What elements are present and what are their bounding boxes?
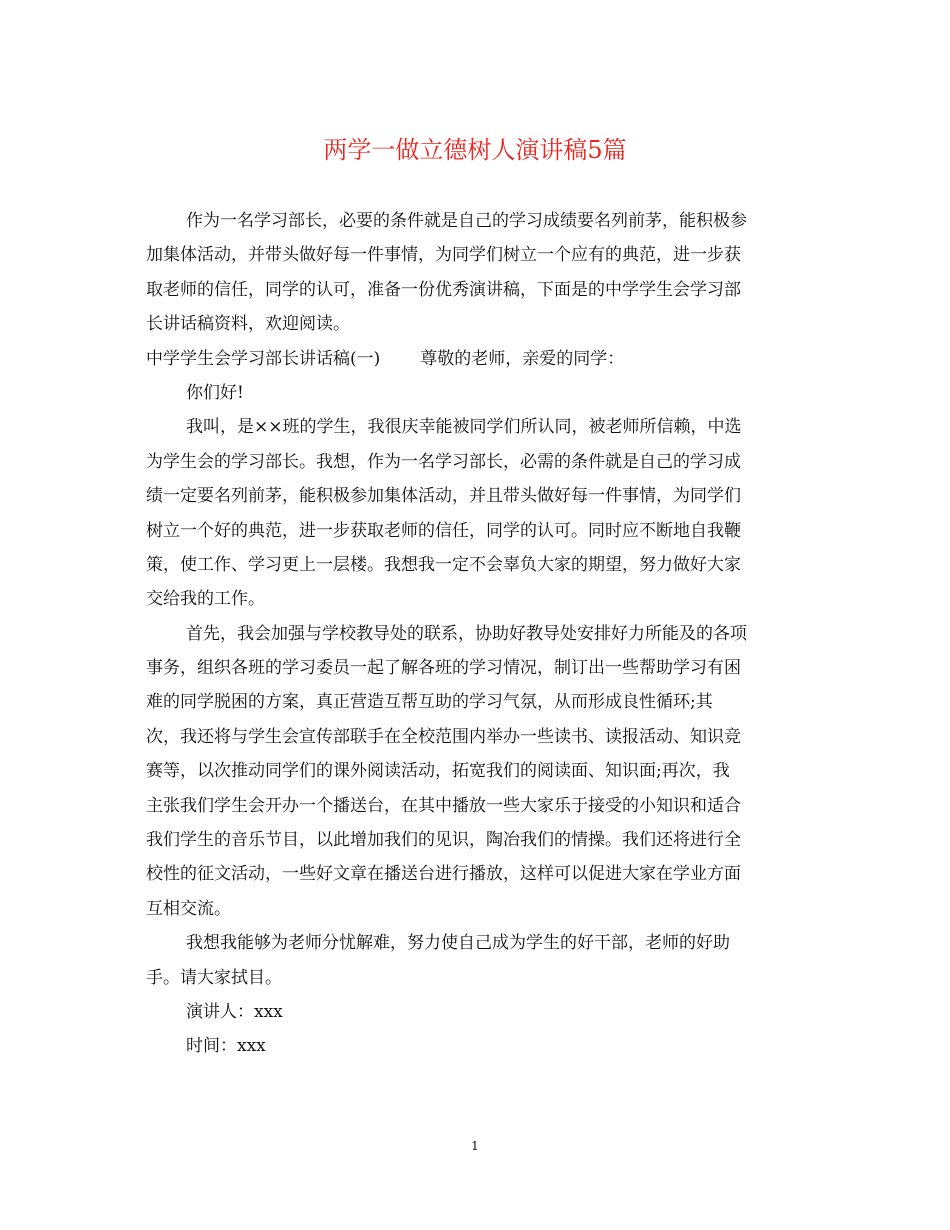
heading-line [146,342,806,376]
paragraph-line: 策，使工作、学习更上一层楼。我想我一定不会辜负大家的期望，努力做好大家 [146,554,741,575]
intro-line: 作为一名学习部长，必要的条件就是自己的学习成绩要名列前茅，能积极参 [186,211,747,231]
page-number: 1 [471,1139,479,1153]
paragraph-line: 我叫，是××班的学生，我很庆幸能被同学们所认同，被老师所信赖，中选 [186,417,742,438]
salutation: 尊敬的老师，亲爱的同学： [420,348,625,369]
document-body [146,204,806,1064]
paragraph-line: 树立一个好的典范，进一步获取老师的信任，同学的认可。同时应不断地自我鞭 [146,520,741,541]
paragraph-line: 互相交流。 [146,898,231,919]
paragraph-line: 为学生会的学习部长。我想，作为一名学习部长，必需的条件就是自己的学习成 [146,451,741,472]
paragraph-line: 次，我还将与学生会宣传部联手在全校范围内举办一些读书、读报活动、知识竞 [146,726,741,747]
paragraph-line: 首先，我会加强与学校教导处的联系，协助好教导处安排好力所能及的各项 [186,623,747,644]
paragraph-line: 我们学生的音乐节目，以此增加我们的见识，陶冶我们的情操。我们还将进行全 [146,830,741,851]
paragraph-line: 赛等，以次推动同学们的课外阅读活动，拓宽我们的阅读面、知识面;再次，我 [146,761,730,782]
paragraph-line: 校性的征文活动，一些好文章在播送台进行播放，这样可以促进大家在学业方面 [146,864,741,885]
greeting: 你们好! [186,382,244,403]
intro-line: 长讲话稿资料，欢迎阅读。 [146,314,350,335]
document-title: 两学一做立德树人演讲稿5篇 [323,136,627,164]
time-line: 时间：xxx [186,1036,266,1057]
paragraph-line: 绩一定要名列前茅，能积极参加集体活动，并且带头做好每一件事情，为同学们 [146,486,741,507]
intro-line: 加集体活动，并带头做好每一件事情，为同学们树立一个应有的典范，进一步获 [146,245,741,266]
paragraph-line: 手。请大家拭目。 [146,967,282,988]
intro-line: 取老师的信任，同学的认可，准备一份优秀演讲稿，下面是的中学学生会学习部 [146,279,741,300]
paragraph-line: 主张我们学生会开办一个播送台，在其中播放一些大家乐于接受的小知识和适合 [146,795,741,816]
speaker-line: 演讲人：xxx [186,1001,283,1022]
paragraph-line: 我想我能够为老师分忧解难，努力使自己成为学生的好干部，老师的好助 [186,933,730,954]
paragraph-line: 事务，组织各班的学习委员一起了解各班的学习情况，制订出一些帮助学习有困 [146,658,741,679]
paragraph-line: 交给我的工作。 [146,589,265,610]
paragraph-line: 难的同学脱困的方案，真正营造互帮互助的学习气氛，从而形成良性循环;其 [146,692,713,713]
section-heading: 中学学生会学习部长讲话稿(一) [146,348,381,369]
